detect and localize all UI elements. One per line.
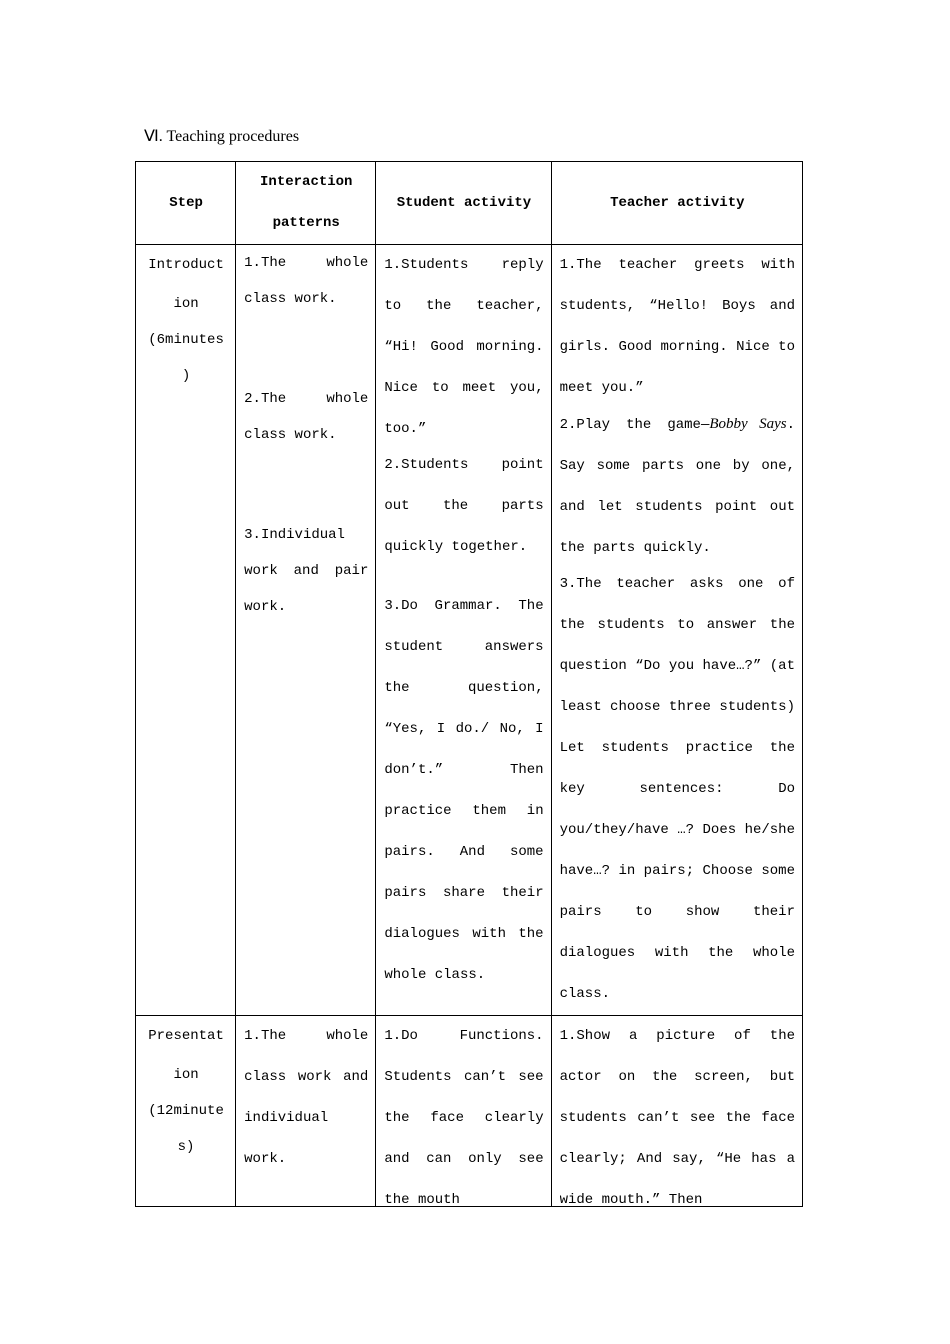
interaction-item: 1.The whole class work and individual work.: [244, 1028, 369, 1167]
teacher-activity-cell: [551, 1016, 802, 1207]
step-cell: [136, 1016, 236, 1207]
header-row: [136, 162, 803, 245]
teacher-activity-item: 1.Show a picture of the actor on the screen, but students can’t see the face clearly; And say, “He has a wide mouth.” Then: [559, 1028, 795, 1206]
step-text: (12minute: [148, 1103, 224, 1119]
student-activity-item: 1.Do Functions. Students can’t see the face clearly and can only see the mouth: [384, 1028, 544, 1206]
teacher-activity-item: 1.The teacher greets with students, “Hello! Boys and girls. Good morning. Nice to meet you.”: [559, 257, 795, 396]
teacher-activity-cell: [551, 245, 802, 1016]
teacher-game-desc: . Say some parts one by one, and let students point out the parts quickly.: [559, 417, 795, 556]
game-name: Bobby Says: [709, 416, 787, 432]
student-activity-cell: [376, 1016, 551, 1207]
teacher-game-intro: 2.Play the game—: [559, 417, 710, 433]
interaction-cell: [236, 1016, 376, 1207]
teacher-activity-item: [560, 404, 795, 569]
step-text: (6minutes: [148, 332, 224, 348]
student-activity-item: 1.Students reply to the teacher, “Hi! Good morning. Nice to meet you, too.”: [384, 257, 544, 437]
step-text: Introduct: [148, 257, 224, 273]
step-text: ): [181, 368, 191, 384]
interaction-item: 3.Individual work and pair work.: [244, 527, 369, 615]
header-interaction-line2: patterns: [272, 215, 340, 231]
table-row-introduction: [136, 245, 803, 1016]
teacher-activity-item: 3.The teacher asks one of the students to answer the question “Do you have…?” (at least choose three students) Let students practice the key sentences: Do you/they/have …? Does he/she have…? in pairs; Choose some pairs to show their dialogues with the whole class.: [559, 576, 795, 1002]
teaching-procedures-table: [135, 161, 803, 1207]
student-activity-item: 3.Do Grammar. The student answers the question, “Yes, I do./ No, I don’t.” Then practice them in pairs. And some pairs share their dialogues with the whole class.: [384, 598, 544, 983]
header-teacher-activity: Teacher activity: [551, 162, 802, 245]
step-cell: [136, 245, 236, 1016]
header-interaction-line1: Interaction: [260, 174, 353, 190]
step-text: s): [177, 1139, 195, 1155]
interaction-item: 2.The whole class work.: [244, 391, 369, 443]
step-text: Presentat: [148, 1028, 224, 1044]
interaction-cell: [236, 245, 376, 1016]
section-title: Ⅵ. Teaching procedures: [144, 128, 300, 145]
header-student-activity: Student activity: [376, 162, 551, 245]
interaction-item: 1.The whole class work.: [244, 255, 369, 307]
student-activity-item: 2.Students point out the parts quickly together.: [384, 457, 544, 555]
step-text: ion: [173, 1067, 199, 1083]
student-activity-cell: [376, 245, 551, 1016]
header-interaction-patterns: [236, 162, 376, 245]
table-row-presentation: [136, 1016, 803, 1207]
header-step: Step: [136, 162, 236, 245]
step-text: ion: [173, 296, 199, 312]
